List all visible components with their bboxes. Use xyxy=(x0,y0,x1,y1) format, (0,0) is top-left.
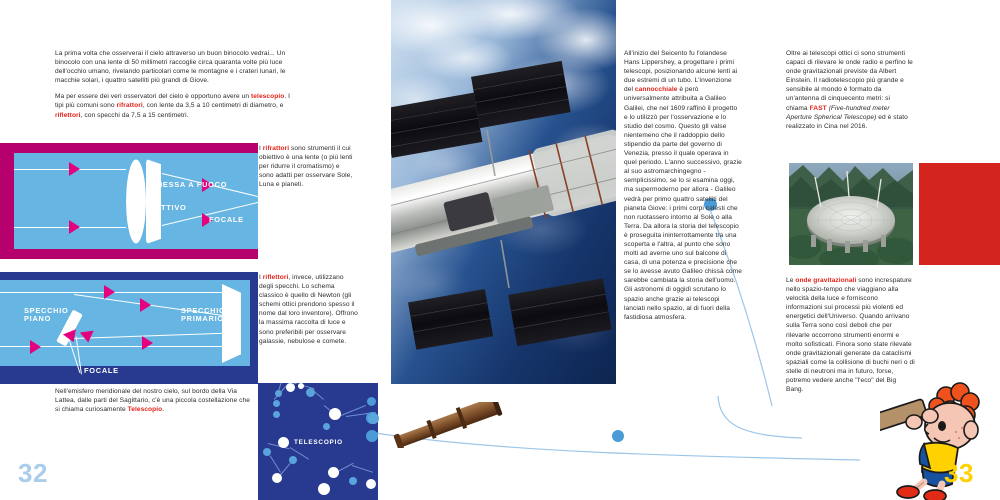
connector-dot xyxy=(366,430,378,442)
right-top-part1: Oltre ai telescopi ottici ci sono strumenti capaci di rilevare le onde radio e perfino le onde gravitazionali previste da Albert Einstein. Il radiotelescopio più grande e sensibile al mondo è formato da un'antenna di cinquecento metri: si chiama xyxy=(786,50,913,112)
constellation-label: TELESCOPIO xyxy=(294,439,343,446)
right-column-bottom-text xyxy=(786,276,915,394)
red-color-block xyxy=(919,163,1000,265)
const-highlight: Telescopio xyxy=(127,406,163,414)
label-objective: OBIETTIVO xyxy=(140,203,187,212)
constellation-line xyxy=(270,455,281,472)
constellation-text-p xyxy=(55,387,255,414)
intro-p2-d: , con specchi da 7,5 a 15 centimetri. xyxy=(80,111,189,119)
intro-p2-b: . I tipi più comuni sono xyxy=(55,93,291,110)
reflector-diagram xyxy=(0,272,258,384)
refl-arrow-6 xyxy=(80,331,95,344)
star xyxy=(298,383,304,389)
const-text-end: . xyxy=(162,406,165,414)
reflector-caption xyxy=(259,273,359,346)
primary-mirror xyxy=(222,284,241,363)
label-primary-mirror xyxy=(181,307,226,323)
spyglass-illustration xyxy=(388,402,508,448)
highlight-rifrattori: rifrattori xyxy=(116,102,143,110)
star xyxy=(286,383,295,392)
right-column-top-text xyxy=(786,49,913,131)
connector-dot xyxy=(612,430,624,442)
center-part2: è però universalmente attribuita a Galileo Galilei, che nel 1609 raffinò il progetto e lo utilizzò per l'osservazione e lo studio del cosmo. Questo gli valse nientemeno che il raddoppio dello stipendio da parte del governo di Venezia, presso il quale operava in quel periodo. L'anno successivo, grazie al suo astromarchingegno - semplicissimo, se lo si esamina oggi, ma supermoderno per allora - Galileo vedrà per primo quattro satelliti del pianeta Giove: i primi corpi celesti che non ruotassero intorno al Sole o alla Terra. Da allora la storia del telescopio è proseguita ininterrottamente tra una scoperta e l'altra, al punto che sono molti ad averne uno sul balcone di casa, di una potenza e precisione che se lo avesse avuto Galileo chissà come sarebbe cambiata la storia dell'uomo. Gli astronomi di oggidì scrutano lo spazio anche grazie ai telescopi lanciati nello spazio, al di fuori della fastidiosa atmosfera. xyxy=(624,86,742,321)
connector-dot xyxy=(367,397,376,406)
highlight-riflettori: riflettori xyxy=(55,111,81,119)
arrow-in-top xyxy=(69,162,80,176)
hubble-telescope-photo xyxy=(391,0,616,384)
star xyxy=(278,437,289,448)
intro-paragraph-2 xyxy=(55,92,300,119)
star xyxy=(306,388,315,397)
center-part1: All'inizio del Seicento fu l'olandese Hans Lippershey, a progettare i primi telescopi, posizionando alcune lenti ai due estremi di un tubo. L'invenzione del xyxy=(624,50,738,94)
constellation-line xyxy=(280,461,292,475)
star xyxy=(273,400,280,407)
label-focus: MESSA A FUOCO xyxy=(156,180,228,189)
left-intro-text xyxy=(55,49,300,120)
center-highlight-cannocchiale: cannocchiale xyxy=(634,86,678,94)
label-flat-mirror-l1: SPECCHIO xyxy=(24,306,69,315)
intro-p2-a: Ma per essere dei veri osservatori del cielo è opportuno avere un xyxy=(55,93,252,101)
refl-cap-body: , invece, utilizzano degli specchi. Lo schema classico è quello di Newton (gli schemi ottici prendono spesso il nome dal loro inventore). Offrono la massima raccolta di luce e sono preferibili per osservare galassie, nebulose e comete. xyxy=(259,274,358,345)
right-bottom-body: sono increspature nello spazio-tempo che viaggiano alla velocità della luce e forniscono informazioni sui processi più violenti ed energetici dell'Universo. Quando arrivano sulla Terra sono così deboli che per rilevarle occorrono strumenti enormi e molto sofisticati. Finora sono state rilevate onde gravitazionali generate da cataclismi spaziali come la collisione di buchi neri o di stelle di neutroni ma in futuro, forse, potremo vedere anche "l'eco" del Big Bang. xyxy=(786,277,915,394)
page-number-left: 32 xyxy=(18,458,48,488)
right-highlight-fast: FAST xyxy=(809,104,827,112)
intro-p2-c: , con lente da 3,5 a 10 centimetri di diametro, e xyxy=(142,102,284,110)
refl-arrow-3 xyxy=(142,336,153,350)
center-column-text xyxy=(624,49,742,322)
label-focal-refractor: FOCALE xyxy=(209,215,244,224)
label-primary-mirror-l1: SPECCHIO xyxy=(181,306,226,315)
arrow-in-bottom xyxy=(69,220,80,234)
reflector-caption-p xyxy=(259,273,359,346)
cartoon-boy-with-telescope xyxy=(880,382,998,500)
star xyxy=(273,411,280,418)
refl-cap-prefix: I xyxy=(259,274,263,281)
page-number-right: 33 xyxy=(944,458,974,488)
refl-arrow-4 xyxy=(30,340,41,354)
refl-cap-highlight: riflettori xyxy=(262,274,289,281)
label-flat-mirror xyxy=(24,307,69,323)
refr-cap-highlight: rifrattori xyxy=(262,145,290,152)
right-top-p xyxy=(786,49,913,131)
right-bottom-prefix: Le xyxy=(786,277,796,284)
refr-cap-prefix: I xyxy=(259,145,263,152)
star xyxy=(318,483,330,495)
label-flat-mirror-l2: PIANO xyxy=(24,314,52,323)
right-bottom-p xyxy=(786,276,915,394)
star xyxy=(272,473,282,483)
objective-lens-group xyxy=(122,159,164,244)
highlight-telescopio: telescopio xyxy=(251,93,285,101)
lens-convex xyxy=(126,159,146,244)
refractor-caption-p xyxy=(259,144,356,189)
star xyxy=(263,448,271,456)
fast-radio-telescope-photo xyxy=(789,163,913,265)
const-text-body: Nell'emisfero meridionale del nostro cielo, sul bordo della Via Lattea, dalle parti del Sagittario, c'è una piccola costellazione che si chiama curiosamente xyxy=(55,388,250,414)
star xyxy=(289,456,297,464)
right-top-italic: (Five-hundred meter Aperture Spherical Telescope) xyxy=(786,104,890,121)
right-top-part2: ed è stato realizzato in Cina nel 2016. xyxy=(786,113,908,130)
star xyxy=(275,390,282,397)
refractor-caption xyxy=(259,144,356,189)
refl-arrow-2 xyxy=(140,298,151,312)
lens-corrector xyxy=(146,159,161,244)
refractor-diagram-field xyxy=(14,153,258,249)
star xyxy=(323,423,330,430)
refr-cap-body: sono strumenti il cui obiettivo è una lente (o più lenti per ridurre il cromatismo) e sono adatti per osservare Sole, Luna e pianeti. xyxy=(259,145,353,189)
label-primary-mirror-l2: PRIMARIO xyxy=(181,314,224,323)
constellation-text xyxy=(55,387,255,414)
refractor-diagram xyxy=(0,143,258,259)
refl-arrow-1 xyxy=(104,285,115,299)
connector-dot xyxy=(368,413,379,424)
reflector-diagram-field xyxy=(0,280,250,366)
intro-paragraph-1: La prima volta che osserverai il cielo attraverso un buon binocolo vedrai... Un binocolo con una lente di 50 millimetri raccoglie circa quaranta volte più luce dell'occhio umano, rivelando particolari come le montagne e i crateri lunari, le macchie solari, i quattro satelliti più grandi di Giove. xyxy=(55,50,286,85)
center-column-p xyxy=(624,49,742,322)
star xyxy=(328,467,339,478)
right-highlight-onde-gravitazionali: onde gravitazionali xyxy=(795,277,857,284)
label-focal-reflector: FOCALE xyxy=(84,366,119,375)
